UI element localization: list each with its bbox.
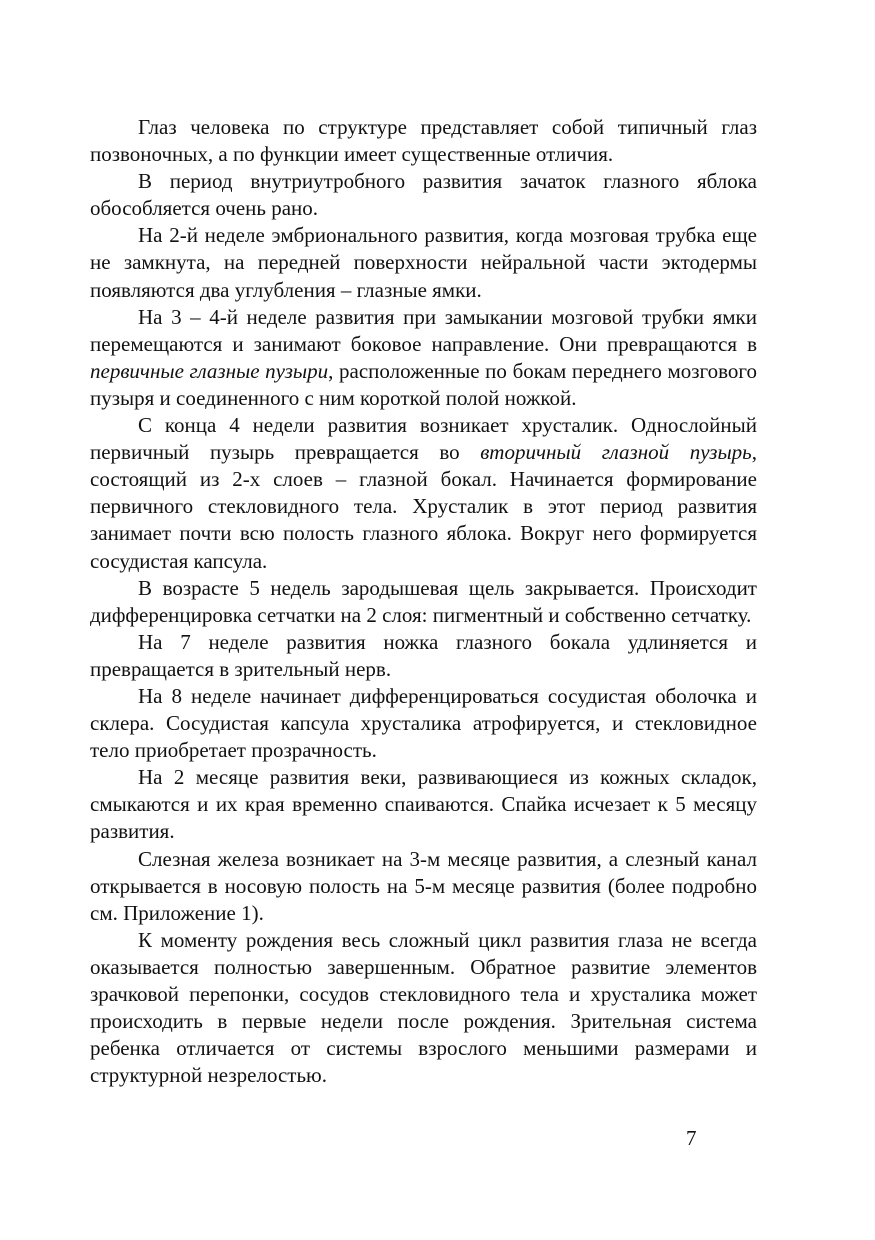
paragraph-11-text: К моменту рождения весь сложный цикл развития глаза не всегда оказывается полностью завершенным. Обратное развитие элементов зрачковой перепонки, сосудов стекловидного тела и хрусталика может происходить в первые недели после рождения. Зрительная система ребенка отличается от системы взрослого меньшими размерами и структурной незрелостью. (90, 927, 757, 1088)
term-secondary-optic-vesicle: вторичный глазной пузырь (480, 440, 752, 465)
paragraph-5 (90, 412, 757, 575)
paragraph-9-text: На 2 месяце развития веки, развивающиеся из кожных складок, смыкаются и их края временно спаиваются. Спайка исчезает к 5 месяцу развития. (90, 765, 757, 844)
paragraph-7 (90, 629, 757, 683)
paragraph-6 (90, 575, 757, 629)
paragraph-5-text-b: , состоящий из 2-х слоев – глазной бокал. Начинается формирование первичного стекловидного тела. Хрусталик в этот период развития занимает почти всю полость глазного яблока. Вокруг него формируется сосудистая капсула. (90, 440, 757, 573)
paragraph-4 (90, 304, 757, 412)
paragraph-7-text: На 7 неделе развития ножка глазного бокала удлиняется и превращается в зрительный нерв. (90, 629, 757, 681)
paragraph-1 (90, 114, 757, 168)
paragraph-2-text: В период внутриутробного развития зачаток глазного яблока обособляется очень рано. (90, 169, 757, 221)
page-number: 7 (686, 1126, 697, 1150)
paragraph-11 (90, 927, 757, 1090)
paragraph-4-text-a: На 3 – 4-й неделе развития при замыкании мозговой трубки ямки перемещаются и занимают боковое направление. Они превращаются в (90, 304, 757, 356)
term-primary-optic-vesicles: первичные глазные пузыри (90, 358, 329, 383)
paragraph-2 (90, 168, 757, 222)
paragraph-9 (90, 764, 757, 845)
paragraph-6-text: В возрасте 5 недель зародышевая щель закрывается. Происходит дифференцировка сетчатки на 2 слоя: пигментный и собственно сетчатку. (90, 575, 757, 627)
document-body (90, 114, 757, 1089)
paragraph-10-text: Слезная железа возникает на 3-м месяце развития, а слезный канал открывается в носовую полость на 5-м месяце развития (более подробно см. Приложение 1). (90, 846, 757, 925)
paragraph-4-text-b: , расположенные по бокам переднего мозгового пузыря и соединенного с ним короткой полой ножкой. (90, 358, 757, 410)
paragraph-8-text: На 8 неделе начинает дифференцироваться сосудистая оболочка и склера. Сосудистая капсула хрусталика атрофируется, и стекловидное тело приобретает прозрачность. (90, 683, 757, 763)
paragraph-1-text: Глаз человека по структуре представляет собой типичный глаз позвоночных, а по функции имеет существенные отличия. (90, 115, 757, 167)
paragraph-8 (90, 683, 757, 764)
paragraph-5-text-a: С конца 4 недели развития возникает хрусталик. Однослойный первичный пузырь превращается во (90, 413, 757, 465)
paragraph-3 (90, 222, 757, 303)
paragraph-10 (90, 846, 757, 927)
paragraph-3-text: На 2-й неделе эмбрионального развития, когда мозговая трубка еще не замкнута, на передней поверхности нейральной части эктодермы появляются два углубления – глазные ямки. (90, 223, 757, 302)
